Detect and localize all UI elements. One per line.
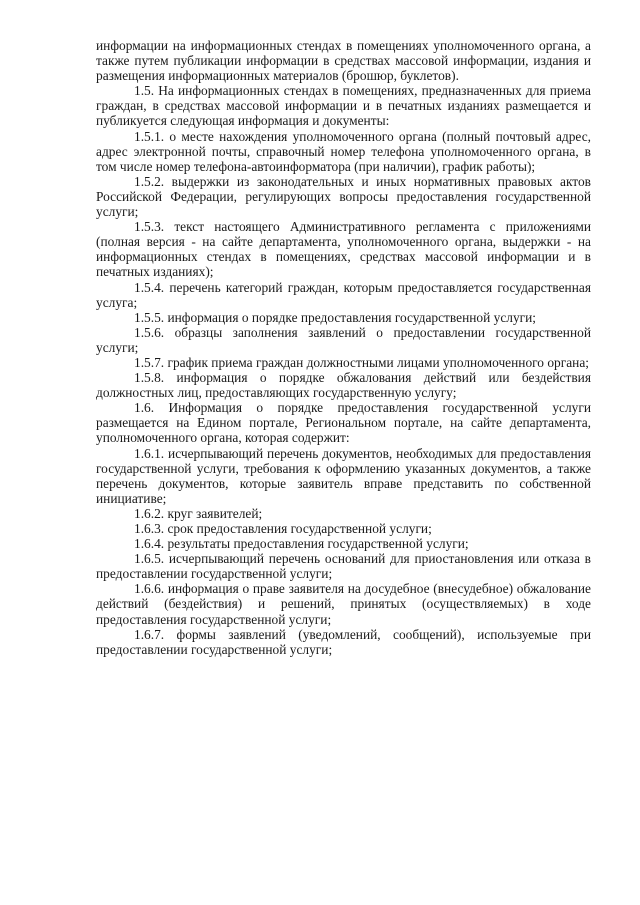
paragraph-1-6: 1.6. Информация о порядке предоставления государственной услуги размещается на Едином портале, Региональном портале, на сайте департамента, уполномоченного органа, которая содержит: — [96, 400, 591, 446]
paragraph-continuation: информации на информационных стендах в помещениях уполномоченного органа, а также путем публикации информации в средствах массовой информации, издания и размещения информационных материалов (брошюр, буклетов). — [96, 38, 591, 84]
paragraph-1-6-1: 1.6.1. исчерпывающий перечень документов, необходимых для предоставления государственной услуги, требования к оформлению указанных документов, а также перечень документов, которые заявитель вправе представить по собственной инициативе; — [96, 445, 591, 506]
paragraph-1-6-5: 1.6.5. исчерпывающий перечень оснований для приостановления или отказа в предоставлении государственной услуги; — [96, 551, 591, 582]
paragraph-1-6-7: 1.6.7. формы заявлений (уведомлений, сообщений), используемые при предоставлении государственной услуги; — [96, 626, 591, 657]
paragraph-1-6-6: 1.6.6. информация о праве заявителя на досудебное (внесудебное) обжалование действий (бездействия) и решений, принятых (осуществляемых) в ходе предоставления государственной услуги; — [96, 581, 591, 627]
paragraph-1-5-7: 1.5.7. график приема граждан должностными лицами уполномоченного органа; — [134, 354, 590, 370]
paragraph-1-5: 1.5. На информационных стендах в помещениях, предназначенных для приема граждан, в средствах массовой информации и в печатных изданиях размещается и публикуется следующая информация и документы: — [96, 83, 591, 129]
paragraph-1-6-3: 1.6.3. срок предоставления государственной услуги; — [134, 521, 432, 536]
paragraph-1-5-1: 1.5.1. о месте нахождения уполномоченного органа (полный почтовый адрес, адрес электронной почты, справочный номер телефона уполномоченного органа, в том числе номер телефона-автоинформатора (при наличии), график работы); — [96, 128, 591, 174]
paragraph-1-6-4: 1.6.4. результаты предоставления государственной услуги; — [134, 536, 469, 552]
paragraph-1-5-5: 1.5.5. информация о порядке предоставления государственной услуги; — [134, 309, 537, 325]
paragraph-1-5-8: 1.5.8. информация о порядке обжалования действий или бездействия должностных лиц, предоставляющих государственную услугу; — [96, 370, 591, 401]
document-body — [96, 38, 591, 657]
paragraph-1-5-4: 1.5.4. перечень категорий граждан, которым предоставляется государственная услуга; — [96, 279, 591, 310]
paragraph-1-5-2: 1.5.2. выдержки из законодательных и иных нормативных правовых актов Российской Федерации, регулирующих вопросы предоставления государственной услуги; — [96, 173, 591, 220]
paragraph-1-6-2: 1.6.2. круг заявителей; — [134, 505, 263, 521]
paragraph-1-5-6: 1.5.6. образцы заполнения заявлений о предоставлении государственной услуги; — [96, 324, 591, 355]
paragraph-1-5-3: 1.5.3. текст настоящего Административного регламента с приложениями (полная версия - на сайте департамента, уполномоченного органа, выдержки - на информационных стендах в помещениях, средствах массовой информации и в печатных изданиях); — [96, 219, 591, 280]
